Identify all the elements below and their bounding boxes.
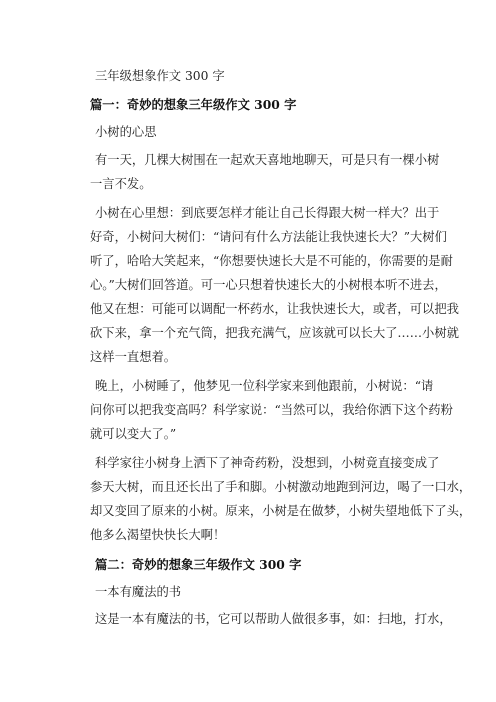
paragraph-line: 小树在心里想：到底要怎样才能让自己长得跟大树一样大？出于 — [95, 206, 440, 220]
paragraph-line: 参天大树，而且还长出了手和脚。小树激动地跑到河边，喝了一口水， — [90, 480, 472, 494]
paragraph-line: 问你可以把我变高吗？科学家说：“当然可以，我给你洒下这个药粉 — [90, 403, 453, 417]
section-2-heading: 篇二：奇妙的想象三年级作文 300 字 — [95, 557, 302, 572]
paragraph-line: 一言不发。 — [90, 177, 152, 191]
paragraph-line: 心。”大树们回答道。可一心只想着快速长大的小树根本听不进去， — [90, 278, 447, 292]
paragraph-line: 他多么渴望快快长大啊！ — [90, 528, 226, 542]
paragraph-line: 却又变回了原来的小树。原来，小树是在做梦，小树失望地低下了头， — [90, 504, 472, 518]
paragraph-line: 砍下来，拿一个充气筒，把我充满气，应该就可以长大了……小树就 — [90, 326, 459, 340]
paragraph-line: 这是一本有魔法的书，它可以帮助人做很多事，如：扫地，打水， — [95, 612, 452, 626]
paragraph-line: 听了，哈哈大笑起来，“你想要快速长大是不可能的，你需要的是耐 — [90, 254, 453, 268]
paragraph-line: 有一天，几棵大树围在一起欢天喜地地聊天，可是只有一棵小树 — [95, 153, 440, 167]
section-1-heading: 篇一：奇妙的想象三年级作文 300 字 — [90, 97, 297, 112]
paragraph-line: 他又在想：可能可以调配一杯药水，让我快速长大，或者，可以把我 — [90, 302, 459, 316]
section-1-subtitle: 小树的心思 — [95, 125, 157, 139]
document-top-title: 三年级想象作文 300 字 — [95, 69, 225, 83]
paragraph-line: 好奇，小树问大树们：“请问有什么方法能让我快速长大？”大树们 — [90, 230, 447, 244]
paragraph-line: 这样一直想着。 — [90, 350, 177, 364]
paragraph-line: 科学家往小树身上洒下了神奇药粉，没想到，小树竟直接变成了 — [95, 456, 440, 470]
section-2-subtitle: 一本有魔法的书 — [95, 585, 182, 599]
paragraph-line: 晚上，小树睡了，他梦见一位科学家来到他跟前，小树说：“请 — [95, 379, 434, 393]
paragraph-line: 就可以变大了。” — [90, 427, 177, 441]
